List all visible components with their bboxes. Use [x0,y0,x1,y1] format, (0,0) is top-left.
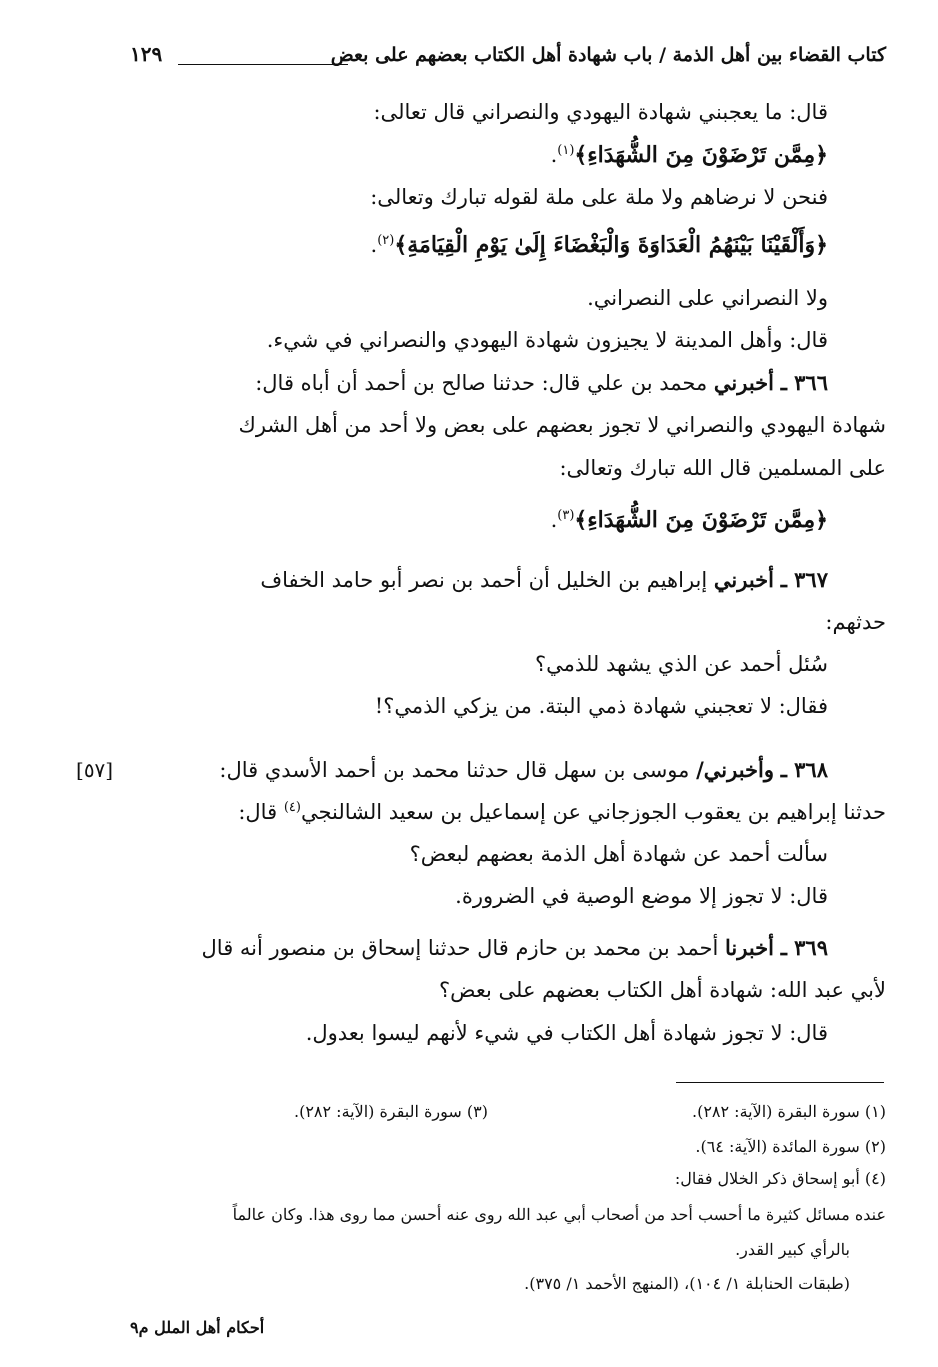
text-line [238,797,886,827]
hadith-number: ٣٦٩ ـ [780,935,828,960]
text-line: شهادة اليهودي والنصراني لا تجوز بعضهم على بعض ولا أحد من أهل الشرك [238,413,886,437]
footnote-ref: (٢) [377,233,395,248]
footnote-4-text: بالرأي كبير القدر. [735,1240,850,1259]
narration-keyword: وأخبرني/ [696,757,774,782]
hadith-369 [202,933,828,963]
text-line: حدثهم: [825,610,886,634]
footnote-4-source: (طبقات الحنابلة ١/ ١٠٤)، (المنهج الأحمد ١/ ٣٧٥). [524,1274,850,1293]
header-rule [178,64,348,65]
narration-text: إبراهيم بن الخليل أن أحمد بن نصر أبو حامد الخفاف [260,568,708,592]
hadith-366 [255,368,828,398]
text-line: قال: لا تجوز شهادة أهل الكتاب في شيء لأنهم ليسوا بعدول. [305,1021,828,1045]
narration-text: قال: [238,800,278,824]
hadith-number: ٣٦٧ ـ [780,567,828,592]
text-line: قال: وأهل المدينة لا يجيزون شهادة اليهودي والنصراني في شيء. [266,328,828,352]
text-line: فنحن لا نرضاهم ولا ملة على ملة لقوله تبارك وتعالى: [370,185,828,209]
quran-verse: ﴿وَأَلْقَيْنَا بَيْنَهُمُ الْعَدَاوَةَ وَالْبَغْضَاءَ إِلَىٰ يَوْمِ الْقِيَامَةِ﴾ [394,232,828,258]
footnote-1: (١) سورة البقرة (الآية: ٢٨٢). [691,1102,886,1121]
hadith-number: ٣٦٦ ـ [780,370,828,395]
signature-mark: أحكام أهل الملل م٩ [130,1318,265,1337]
quran-verse: ﴿مِمَّن تَرْضَوْنَ مِنَ الشُّهَدَاءِ﴾ [574,142,828,168]
footnote-rule [676,1082,884,1083]
quran-line: ﴿مِمَّن تَرْضَوْنَ مِنَ الشُّهَدَاءِ﴾$^{(٣)}$. [550,507,828,533]
hadith-367 [260,565,828,595]
narration-text: موسى بن سهل قال حدثنا محمد بن أحمد الأسدي قال: [219,758,690,782]
footnote-2: (٢) سورة المائدة (الآية: ٦٤). [695,1137,886,1156]
footnote-4: (٤) أبو إسحاق ذكر الخلال فقال: [674,1169,886,1188]
text-line: قال: لا تجوز إلا موضع الوصية في الضرورة. [455,884,828,908]
footnote-ref: (٣) [557,508,575,523]
footnote-3: (٣) سورة البقرة (الآية: ٢٨٢). [293,1102,488,1121]
narration-text: محمد بن علي قال: حدثنا صالح بن أحمد أن أباه قال: [255,371,708,395]
narration-keyword: أخبرني [713,370,774,395]
narration-text: حدثنا إبراهيم بن يعقوب الجوزجاني عن إسماعيل بن سعيد الشالنجي [300,800,886,824]
footnote-4-text: عنده مسائل كثيرة ما أحسب أحد من أصحاب أبي عبد الله روى عنه أحسن مما روى هذا. وكان عالماً [232,1205,886,1224]
text-line: على المسلمين قال الله تبارك وتعالى: [559,456,886,480]
quran-verse: ﴿مِمَّن تَرْضَوْنَ مِنَ الشُّهَدَاءِ﴾ [574,507,828,533]
hadith-368 [219,755,828,785]
quran-line: ﴿مِمَّن تَرْضَوْنَ مِنَ الشُّهَدَاءِ﴾$^{(١)}$. [550,142,828,168]
page-number: ١٢٩ [130,42,163,66]
narration-keyword: أخبرني [713,567,774,592]
text-line: ولا النصراني على النصراني. [587,286,828,310]
text-line: سُئل أحمد عن الذي يشهد للذمي؟ [535,652,828,676]
hadith-number: ٣٦٨ ـ [780,757,828,782]
running-header [130,44,886,78]
footnote-ref: (٤) [283,800,301,815]
narration-text: أحمد بن محمد بن حازم قال حدثنا إسحاق بن منصور أنه قال [201,936,719,960]
text-line: قال: ما يعجبني شهادة اليهودي والنصراني قال تعالى: [373,100,828,124]
footnote-ref: (١) [557,143,575,158]
narration-keyword: أخبرنا [725,935,774,960]
margin-page-ref: [٥٧] [76,758,114,782]
text-line: سألت أحمد عن شهادة أهل الذمة بعضهم لبعض؟ [409,842,828,866]
text-line: لأبي عبد الله: شهادة أهل الكتاب بعضهم على بعض؟ [439,978,886,1002]
quran-line: ﴿وَأَلْقَيْنَا بَيْنَهُمُ الْعَدَاوَةَ وَالْبَغْضَاءَ إِلَىٰ يَوْمِ الْقِيَامَةِ﴾$^{(٢)}$. [370,232,828,258]
header-title: كتاب القضاء بين أهل الذمة / باب شهادة أهل الكتاب بعضهم على بعض [330,44,886,66]
text-line: فقال: لا تعجبني شهادة ذمي البتة. من يزكي الذمي؟! [374,694,828,718]
